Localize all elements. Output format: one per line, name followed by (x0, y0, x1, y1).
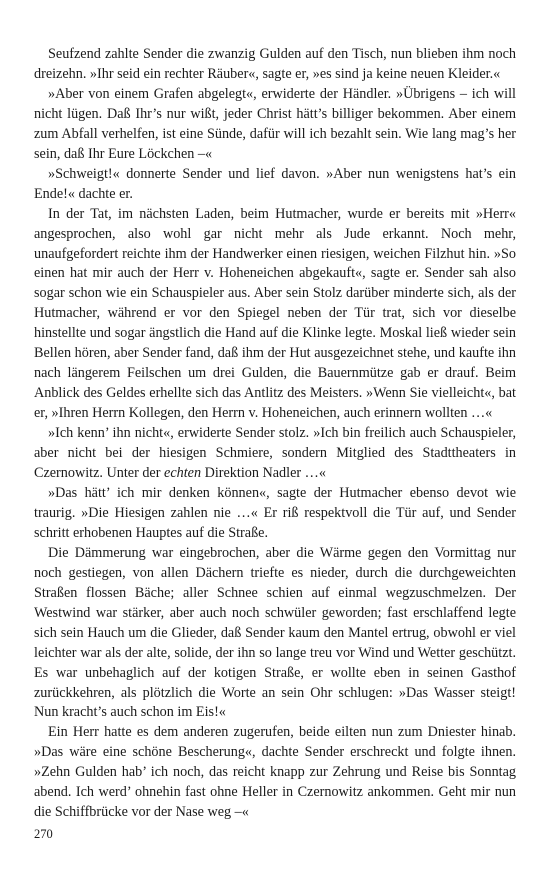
page-body (34, 45, 516, 823)
paragraph-3: »Schweigt!« donnerte Sender und lief davon. »Aber nun wenigstens hat’s ein Ende!« dachte er. (34, 165, 516, 202)
paragraph-2: »Aber von einem Grafen abgelegt«, erwiderte der Händler. »Übrigens – ich will nicht lügen. Daß Ihr’s nur wißt, jeder Christ hätt’s billiger bekommen. Aber einem zum Abfall verhelfen, ist eine Sünde, dafür will ich bezahlt sein. Wie lang mag’s her sein, daß Ihr Eure Löckchen –« (34, 85, 516, 162)
paragraph-5-start: »Ich kenn’ ihn nicht«, erwiderte Sender stolz. »Ich bin freilich auch Schauspieler, aber nicht bei der hiesigen Schmiere, sondern Mitglied des Stadttheaters in Czernowitz. Unter der (34, 425, 516, 482)
paragraph-6: »Das hätt’ ich mir denken können«, sagte der Hutmacher ebenso devot wie traurig. »Die Hiesigen zahlen nie …« Er riß respektvoll die Tür auf, und Sender schritt erhobenen Hauptes auf die Straße. (34, 484, 516, 541)
paragraph-1: Seufzend zahlte Sender die zwanzig Gulden auf den Tisch, nun blieben ihm noch dreizehn. »Ihr seid ein rechter Räuber«, sagte er, »es sind ja keine neuen Kleider.« (34, 46, 516, 82)
paragraph-5-end: Direktion Nadler …« (201, 465, 326, 482)
emphasis-echten: echten (164, 465, 202, 482)
page-number: 270 (34, 827, 53, 841)
paragraph-7: Die Dämmerung war eingebrochen, aber die Wärme gegen den Vormittag nur noch gestiegen, von allen Dächern triefte es nieder, durch die durchgeweichten Straßen flossen Bäche; aller Schnee schien auf einmal wegzuschmelzen. Der Westwind war stärker, aber auch noch schwüler geworden; fast erschlaffend legte sich sein Hauch um die Glieder, daß Sender kaum den Mantel ertrug, obwohl er viel leichter war als der alte, solide, der ihn so lange treu vor Wind und Wetter geschützt. Es war unbehaglich auf der kotigen Straße, er wollte eben in seinen Gasthof zurückkehren, als plötzlich die Worte an sein Ohr schlugen: »Das Wasser steigt! Nun kracht’s auch schon im Eis!« (34, 544, 516, 721)
paragraph-8: Ein Herr hatte es dem anderen zugerufen, beide eilten nun zum Dniester hinab. »Das wäre eine schöne Bescherung«, dachte Sender erschreckt und folgte ihnen. »Zehn Gulden hab’ ich noch, das reicht knapp zur Zehrung und Reise bis Sonntag abend. Ich werd’ ohnehin fast ohne Heller in Czernowitz ankommen. Geht mir nun die Schiffbrücke vor der Nase weg –« (34, 724, 516, 821)
paragraph-5 (34, 424, 516, 484)
paragraph-4: In der Tat, im nächsten Laden, beim Hutmacher, wurde er bereits mit »Herr« angesprochen, also wohl gar nicht mehr als Jude erkannt. Noch mehr, unaufgefordert reichte ihm der Handwerker einen riesigen, weichen Filzhut hin. »So einen hat mir auch der Herr v. Hoheneichen abgekauft«, sagte er. Sender sah also sogar schon wie ein Schauspieler aus. Aber sein Stolz darüber minderte sich, als der Hutmacher, während er vor den Spiegel neben der Tür trat, sich vor dieselbe hinstellte und sogar ängstlich die Hand auf die Klinke legte. Moskal ließ wieder sein Bellen hören, aber Sender fand, daß ihm der Hut ausgezeichnet stehe, und kaufte ihn nach längerem Feilschen um drei Gulden, die Bauernmütze gab er drauf. Beim Anblick des Geldes erhellte sich das Antlitz des Meisters. »Wenn Sie vielleicht«, bat er, »Ihren Herrn Kollegen, den Herrn v. Hoheneichen, auch erinnern wollten …« (34, 205, 516, 422)
